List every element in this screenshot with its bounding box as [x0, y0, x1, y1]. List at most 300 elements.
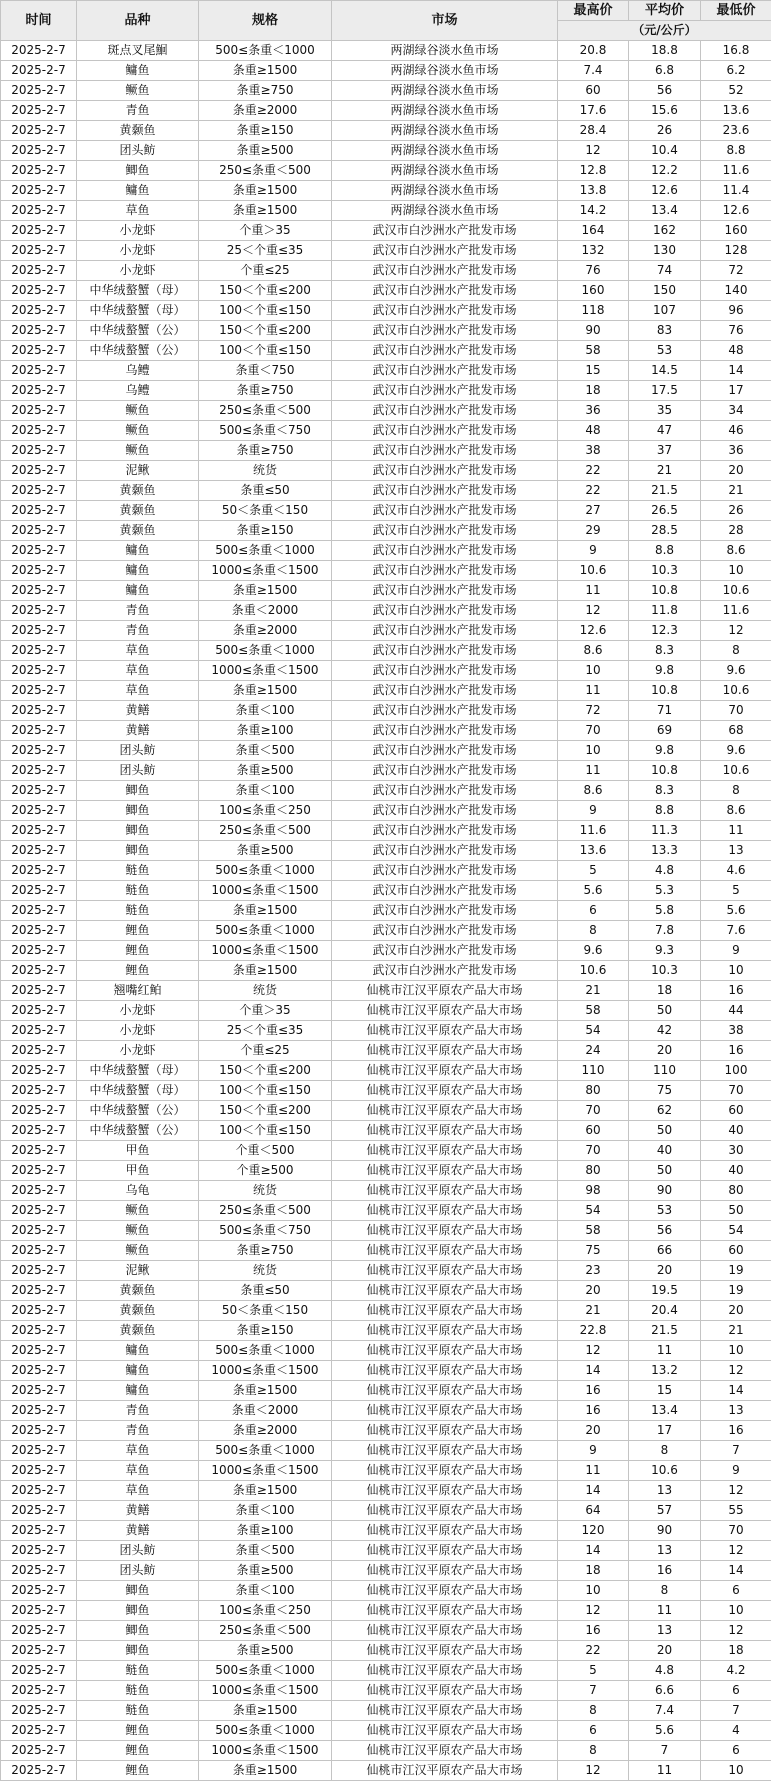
- cell-market: 武汉市白沙洲水产批发市场: [332, 521, 558, 541]
- cell-market: 仙桃市江汉平原农产品大市场: [332, 1021, 558, 1041]
- cell-max-price: 58: [558, 1001, 629, 1021]
- cell-time: 2025-2-7: [1, 821, 77, 841]
- cell-variety: 团头鲂: [77, 1561, 199, 1581]
- cell-variety: 鳙鱼: [77, 1341, 199, 1361]
- cell-avg-price: 62: [629, 1101, 701, 1121]
- cell-time: 2025-2-7: [1, 1741, 77, 1761]
- cell-avg-price: 42: [629, 1021, 701, 1041]
- cell-market: 仙桃市江汉平原农产品大市场: [332, 1641, 558, 1661]
- cell-max-price: 7: [558, 1681, 629, 1701]
- cell-avg-price: 13: [629, 1481, 701, 1501]
- cell-market: 仙桃市江汉平原农产品大市场: [332, 1601, 558, 1621]
- cell-market: 武汉市白沙洲水产批发市场: [332, 921, 558, 941]
- table-row: [1, 441, 771, 461]
- cell-max-price: 110: [558, 1061, 629, 1081]
- cell-time: 2025-2-7: [1, 1621, 77, 1641]
- table-row: [1, 261, 771, 281]
- cell-time: 2025-2-7: [1, 901, 77, 921]
- cell-avg-price: 162: [629, 221, 701, 241]
- cell-spec: 条重＜500: [199, 741, 332, 761]
- cell-max-price: 27: [558, 501, 629, 521]
- cell-max-price: 9: [558, 1441, 629, 1461]
- cell-market: 两湖绿谷淡水鱼市场: [332, 81, 558, 101]
- cell-max-price: 16: [558, 1401, 629, 1421]
- cell-avg-price: 20: [629, 1041, 701, 1061]
- table-row: [1, 1061, 771, 1081]
- cell-max-price: 9.6: [558, 941, 629, 961]
- cell-variety: 鲢鱼: [77, 1701, 199, 1721]
- table-row: [1, 1081, 771, 1101]
- table-row: [1, 901, 771, 921]
- table-row: [1, 1421, 771, 1441]
- cell-spec: 50＜条重＜150: [199, 501, 332, 521]
- cell-time: 2025-2-7: [1, 241, 77, 261]
- cell-max-price: 10.6: [558, 561, 629, 581]
- cell-spec: 条重＜100: [199, 1581, 332, 1601]
- cell-max-price: 11: [558, 581, 629, 601]
- cell-time: 2025-2-7: [1, 1321, 77, 1341]
- cell-max-price: 10: [558, 661, 629, 681]
- cell-max-price: 36: [558, 401, 629, 421]
- cell-time: 2025-2-7: [1, 301, 77, 321]
- cell-min-price: 23.6: [701, 121, 771, 141]
- cell-avg-price: 17: [629, 1421, 701, 1441]
- cell-spec: 条重≥1500: [199, 61, 332, 81]
- cell-min-price: 12: [701, 1361, 771, 1381]
- table-row: [1, 1001, 771, 1021]
- cell-variety: 甲鱼: [77, 1141, 199, 1161]
- cell-variety: 中华绒螯蟹（母）: [77, 281, 199, 301]
- cell-avg-price: 10.8: [629, 681, 701, 701]
- cell-market: 仙桃市江汉平原农产品大市场: [332, 1321, 558, 1341]
- cell-max-price: 164: [558, 221, 629, 241]
- cell-variety: 鲤鱼: [77, 1721, 199, 1741]
- cell-max-price: 5: [558, 1661, 629, 1681]
- table-row: [1, 1541, 771, 1561]
- cell-spec: 条重＜2000: [199, 601, 332, 621]
- cell-max-price: 12: [558, 1601, 629, 1621]
- cell-spec: 条重≥750: [199, 441, 332, 461]
- cell-market: 仙桃市江汉平原农产品大市场: [332, 1121, 558, 1141]
- cell-min-price: 6: [701, 1681, 771, 1701]
- cell-variety: 鲢鱼: [77, 881, 199, 901]
- cell-avg-price: 10.3: [629, 961, 701, 981]
- table-row: [1, 1281, 771, 1301]
- cell-spec: 1000≤条重＜1500: [199, 661, 332, 681]
- cell-market: 武汉市白沙洲水产批发市场: [332, 781, 558, 801]
- cell-avg-price: 9.8: [629, 661, 701, 681]
- cell-variety: 鲢鱼: [77, 1681, 199, 1701]
- cell-avg-price: 10.3: [629, 561, 701, 581]
- cell-max-price: 54: [558, 1021, 629, 1041]
- cell-min-price: 60: [701, 1101, 771, 1121]
- table-row: [1, 621, 771, 641]
- cell-spec: 1000≤条重＜1500: [199, 1361, 332, 1381]
- cell-avg-price: 10.4: [629, 141, 701, 161]
- cell-max-price: 12: [558, 1341, 629, 1361]
- cell-market: 武汉市白沙洲水产批发市场: [332, 881, 558, 901]
- header-time: 时间: [1, 1, 77, 41]
- cell-max-price: 48: [558, 421, 629, 441]
- cell-min-price: 96: [701, 301, 771, 321]
- cell-spec: 条重≥750: [199, 1241, 332, 1261]
- cell-variety: 乌龟: [77, 1181, 199, 1201]
- table-row: [1, 1561, 771, 1581]
- cell-time: 2025-2-7: [1, 641, 77, 661]
- cell-avg-price: 53: [629, 1201, 701, 1221]
- cell-spec: 1000≤条重＜1500: [199, 1741, 332, 1761]
- table-row: [1, 1621, 771, 1641]
- cell-spec: 条重≥1500: [199, 681, 332, 701]
- cell-market: 武汉市白沙洲水产批发市场: [332, 381, 558, 401]
- cell-variety: 鲫鱼: [77, 801, 199, 821]
- cell-max-price: 54: [558, 1201, 629, 1221]
- cell-max-price: 64: [558, 1501, 629, 1521]
- table-row: [1, 1041, 771, 1061]
- cell-market: 武汉市白沙洲水产批发市场: [332, 721, 558, 741]
- table-row: [1, 1521, 771, 1541]
- cell-avg-price: 69: [629, 721, 701, 741]
- cell-min-price: 8: [701, 781, 771, 801]
- cell-time: 2025-2-7: [1, 1001, 77, 1021]
- cell-max-price: 10.6: [558, 961, 629, 981]
- cell-time: 2025-2-7: [1, 201, 77, 221]
- cell-max-price: 8: [558, 921, 629, 941]
- cell-spec: 条重≥1500: [199, 1761, 332, 1781]
- table-row: [1, 681, 771, 701]
- cell-variety: 团头鲂: [77, 761, 199, 781]
- cell-min-price: 7.6: [701, 921, 771, 941]
- table-row: [1, 1181, 771, 1201]
- cell-min-price: 8: [701, 641, 771, 661]
- cell-max-price: 13.6: [558, 841, 629, 861]
- cell-spec: 条重≥1500: [199, 181, 332, 201]
- table-row: [1, 421, 771, 441]
- cell-market: 仙桃市江汉平原农产品大市场: [332, 1441, 558, 1461]
- table-row: [1, 1641, 771, 1661]
- cell-avg-price: 20.4: [629, 1301, 701, 1321]
- cell-max-price: 11: [558, 1461, 629, 1481]
- cell-time: 2025-2-7: [1, 1081, 77, 1101]
- cell-min-price: 80: [701, 1181, 771, 1201]
- cell-min-price: 44: [701, 1001, 771, 1021]
- cell-spec: 条重≤50: [199, 481, 332, 501]
- cell-variety: 鲫鱼: [77, 781, 199, 801]
- cell-avg-price: 50: [629, 1121, 701, 1141]
- cell-market: 武汉市白沙洲水产批发市场: [332, 601, 558, 621]
- cell-max-price: 72: [558, 701, 629, 721]
- table-row: [1, 1241, 771, 1261]
- cell-spec: 条重≥2000: [199, 621, 332, 641]
- cell-market: 两湖绿谷淡水鱼市场: [332, 141, 558, 161]
- cell-min-price: 72: [701, 261, 771, 281]
- cell-max-price: 160: [558, 281, 629, 301]
- cell-variety: 黄颡鱼: [77, 501, 199, 521]
- cell-time: 2025-2-7: [1, 61, 77, 81]
- cell-spec: 条重≥750: [199, 81, 332, 101]
- cell-min-price: 40: [701, 1121, 771, 1141]
- cell-market: 武汉市白沙洲水产批发市场: [332, 821, 558, 841]
- cell-max-price: 75: [558, 1241, 629, 1261]
- cell-max-price: 18: [558, 381, 629, 401]
- table-row: [1, 301, 771, 321]
- cell-min-price: 16: [701, 1421, 771, 1441]
- cell-market: 仙桃市江汉平原农产品大市场: [332, 1081, 558, 1101]
- cell-max-price: 12: [558, 601, 629, 621]
- cell-variety: 草鱼: [77, 201, 199, 221]
- cell-avg-price: 12.6: [629, 181, 701, 201]
- table-row: [1, 601, 771, 621]
- cell-time: 2025-2-7: [1, 1701, 77, 1721]
- cell-max-price: 6: [558, 901, 629, 921]
- header-unit: （元/公斤）: [558, 21, 771, 41]
- cell-min-price: 10: [701, 1341, 771, 1361]
- cell-avg-price: 37: [629, 441, 701, 461]
- cell-spec: 250≤条重＜500: [199, 821, 332, 841]
- cell-min-price: 14: [701, 361, 771, 381]
- cell-min-price: 19: [701, 1281, 771, 1301]
- cell-max-price: 16: [558, 1381, 629, 1401]
- cell-variety: 鳙鱼: [77, 61, 199, 81]
- cell-max-price: 5: [558, 861, 629, 881]
- cell-market: 武汉市白沙洲水产批发市场: [332, 461, 558, 481]
- cell-market: 武汉市白沙洲水产批发市场: [332, 701, 558, 721]
- cell-spec: 250≤条重＜500: [199, 161, 332, 181]
- cell-spec: 500≤条重＜1000: [199, 541, 332, 561]
- cell-max-price: 8: [558, 1741, 629, 1761]
- cell-market: 武汉市白沙洲水产批发市场: [332, 621, 558, 641]
- cell-min-price: 10.6: [701, 581, 771, 601]
- table-row: [1, 861, 771, 881]
- cell-time: 2025-2-7: [1, 1341, 77, 1361]
- cell-market: 武汉市白沙洲水产批发市场: [332, 641, 558, 661]
- cell-time: 2025-2-7: [1, 1301, 77, 1321]
- cell-variety: 鲤鱼: [77, 1741, 199, 1761]
- cell-min-price: 4.6: [701, 861, 771, 881]
- cell-spec: 250≤条重＜500: [199, 1621, 332, 1641]
- cell-spec: 100＜个重≤150: [199, 1081, 332, 1101]
- cell-market: 武汉市白沙洲水产批发市场: [332, 541, 558, 561]
- cell-variety: 青鱼: [77, 601, 199, 621]
- table-row: [1, 941, 771, 961]
- cell-avg-price: 15: [629, 1381, 701, 1401]
- cell-spec: 500≤条重＜1000: [199, 41, 332, 61]
- cell-max-price: 29: [558, 521, 629, 541]
- cell-market: 仙桃市江汉平原农产品大市场: [332, 1481, 558, 1501]
- cell-min-price: 11.6: [701, 601, 771, 621]
- cell-market: 两湖绿谷淡水鱼市场: [332, 61, 558, 81]
- cell-time: 2025-2-7: [1, 1501, 77, 1521]
- cell-max-price: 11: [558, 761, 629, 781]
- cell-variety: 黄颡鱼: [77, 1281, 199, 1301]
- cell-time: 2025-2-7: [1, 861, 77, 881]
- cell-min-price: 70: [701, 1081, 771, 1101]
- cell-variety: 黄鳝: [77, 721, 199, 741]
- cell-min-price: 12.6: [701, 201, 771, 221]
- cell-time: 2025-2-7: [1, 421, 77, 441]
- cell-variety: 黄颡鱼: [77, 1301, 199, 1321]
- cell-time: 2025-2-7: [1, 781, 77, 801]
- cell-variety: 草鱼: [77, 1441, 199, 1461]
- cell-variety: 鲫鱼: [77, 841, 199, 861]
- cell-variety: 中华绒螯蟹（公）: [77, 1121, 199, 1141]
- cell-time: 2025-2-7: [1, 981, 77, 1001]
- cell-avg-price: 9.8: [629, 741, 701, 761]
- cell-spec: 条重≥100: [199, 1521, 332, 1541]
- cell-spec: 150＜个重≤200: [199, 321, 332, 341]
- cell-min-price: 70: [701, 701, 771, 721]
- table-row: [1, 781, 771, 801]
- cell-spec: 250≤条重＜500: [199, 401, 332, 421]
- cell-market: 仙桃市江汉平原农产品大市场: [332, 1141, 558, 1161]
- cell-spec: 统货: [199, 1261, 332, 1281]
- cell-min-price: 8.8: [701, 141, 771, 161]
- cell-market: 两湖绿谷淡水鱼市场: [332, 41, 558, 61]
- cell-max-price: 24: [558, 1041, 629, 1061]
- cell-time: 2025-2-7: [1, 41, 77, 61]
- cell-max-price: 5.6: [558, 881, 629, 901]
- cell-avg-price: 18: [629, 981, 701, 1001]
- cell-market: 武汉市白沙洲水产批发市场: [332, 901, 558, 921]
- cell-avg-price: 35: [629, 401, 701, 421]
- cell-market: 仙桃市江汉平原农产品大市场: [332, 1561, 558, 1581]
- cell-avg-price: 8.3: [629, 641, 701, 661]
- cell-time: 2025-2-7: [1, 1261, 77, 1281]
- cell-variety: 泥鳅: [77, 461, 199, 481]
- cell-avg-price: 66: [629, 1241, 701, 1261]
- cell-max-price: 11: [558, 681, 629, 701]
- table-row: [1, 741, 771, 761]
- table-row: [1, 201, 771, 221]
- cell-variety: 青鱼: [77, 621, 199, 641]
- cell-variety: 鳙鱼: [77, 1361, 199, 1381]
- cell-min-price: 21: [701, 1321, 771, 1341]
- cell-market: 仙桃市江汉平原农产品大市场: [332, 1261, 558, 1281]
- cell-spec: 条重≥150: [199, 121, 332, 141]
- cell-variety: 乌鳢: [77, 381, 199, 401]
- cell-spec: 条重≥1500: [199, 961, 332, 981]
- cell-max-price: 15: [558, 361, 629, 381]
- cell-market: 武汉市白沙洲水产批发市场: [332, 301, 558, 321]
- cell-max-price: 22.8: [558, 1321, 629, 1341]
- cell-avg-price: 8: [629, 1581, 701, 1601]
- cell-variety: 鳜鱼: [77, 1241, 199, 1261]
- cell-market: 武汉市白沙洲水产批发市场: [332, 321, 558, 341]
- cell-time: 2025-2-7: [1, 1641, 77, 1661]
- cell-avg-price: 50: [629, 1161, 701, 1181]
- cell-avg-price: 11.8: [629, 601, 701, 621]
- cell-max-price: 22: [558, 481, 629, 501]
- cell-max-price: 8: [558, 1701, 629, 1721]
- table-row: [1, 761, 771, 781]
- cell-min-price: 16: [701, 981, 771, 1001]
- cell-time: 2025-2-7: [1, 1121, 77, 1141]
- cell-market: 武汉市白沙洲水产批发市场: [332, 661, 558, 681]
- cell-avg-price: 110: [629, 1061, 701, 1081]
- cell-spec: 500≤条重＜750: [199, 421, 332, 441]
- cell-min-price: 8.6: [701, 801, 771, 821]
- cell-spec: 个重≥500: [199, 1161, 332, 1181]
- cell-market: 武汉市白沙洲水产批发市场: [332, 681, 558, 701]
- cell-avg-price: 13.4: [629, 201, 701, 221]
- table-row: [1, 1341, 771, 1361]
- cell-min-price: 13: [701, 841, 771, 861]
- cell-time: 2025-2-7: [1, 461, 77, 481]
- cell-market: 仙桃市江汉平原农产品大市场: [332, 1161, 558, 1181]
- cell-market: 仙桃市江汉平原农产品大市场: [332, 1281, 558, 1301]
- cell-min-price: 34: [701, 401, 771, 421]
- table-row: [1, 1301, 771, 1321]
- cell-market: 仙桃市江汉平原农产品大市场: [332, 1221, 558, 1241]
- cell-spec: 条重≥1500: [199, 201, 332, 221]
- cell-max-price: 9: [558, 801, 629, 821]
- cell-spec: 条重≤50: [199, 1281, 332, 1301]
- cell-market: 武汉市白沙洲水产批发市场: [332, 941, 558, 961]
- cell-time: 2025-2-7: [1, 1681, 77, 1701]
- cell-market: 武汉市白沙洲水产批发市场: [332, 501, 558, 521]
- cell-time: 2025-2-7: [1, 361, 77, 381]
- cell-variety: 鳜鱼: [77, 1201, 199, 1221]
- cell-min-price: 76: [701, 321, 771, 341]
- table-row: [1, 361, 771, 381]
- cell-avg-price: 7: [629, 1741, 701, 1761]
- cell-variety: 中华绒螯蟹（公）: [77, 1101, 199, 1121]
- table-row: [1, 1721, 771, 1741]
- cell-spec: 条重≥150: [199, 1321, 332, 1341]
- cell-min-price: 11.4: [701, 181, 771, 201]
- cell-market: 仙桃市江汉平原农产品大市场: [332, 1301, 558, 1321]
- cell-variety: 青鱼: [77, 1401, 199, 1421]
- cell-avg-price: 6.8: [629, 61, 701, 81]
- cell-variety: 鲫鱼: [77, 1601, 199, 1621]
- cell-variety: 青鱼: [77, 101, 199, 121]
- cell-min-price: 100: [701, 1061, 771, 1081]
- cell-max-price: 60: [558, 81, 629, 101]
- cell-spec: 150＜个重≤200: [199, 281, 332, 301]
- table-row: [1, 241, 771, 261]
- cell-market: 两湖绿谷淡水鱼市场: [332, 181, 558, 201]
- table-row: [1, 1121, 771, 1141]
- cell-avg-price: 18.8: [629, 41, 701, 61]
- cell-market: 仙桃市江汉平原农产品大市场: [332, 1521, 558, 1541]
- cell-spec: 条重≥1500: [199, 1481, 332, 1501]
- cell-spec: 统货: [199, 461, 332, 481]
- table-row: [1, 1321, 771, 1341]
- table-row: [1, 841, 771, 861]
- cell-spec: 500≤条重＜1000: [199, 921, 332, 941]
- cell-market: 武汉市白沙洲水产批发市场: [332, 221, 558, 241]
- cell-max-price: 28.4: [558, 121, 629, 141]
- cell-avg-price: 4.8: [629, 861, 701, 881]
- cell-min-price: 7: [701, 1441, 771, 1461]
- cell-avg-price: 90: [629, 1181, 701, 1201]
- cell-market: 仙桃市江汉平原农产品大市场: [332, 1661, 558, 1681]
- cell-variety: 中华绒螯蟹（公）: [77, 341, 199, 361]
- cell-min-price: 68: [701, 721, 771, 741]
- cell-spec: 150＜个重≤200: [199, 1101, 332, 1121]
- cell-market: 武汉市白沙洲水产批发市场: [332, 861, 558, 881]
- cell-time: 2025-2-7: [1, 1021, 77, 1041]
- cell-time: 2025-2-7: [1, 721, 77, 741]
- cell-min-price: 11: [701, 821, 771, 841]
- table-row: [1, 1481, 771, 1501]
- cell-variety: 草鱼: [77, 681, 199, 701]
- cell-variety: 黄鳝: [77, 701, 199, 721]
- table-row: [1, 81, 771, 101]
- cell-avg-price: 8: [629, 1441, 701, 1461]
- cell-min-price: 16.8: [701, 41, 771, 61]
- cell-market: 武汉市白沙洲水产批发市场: [332, 361, 558, 381]
